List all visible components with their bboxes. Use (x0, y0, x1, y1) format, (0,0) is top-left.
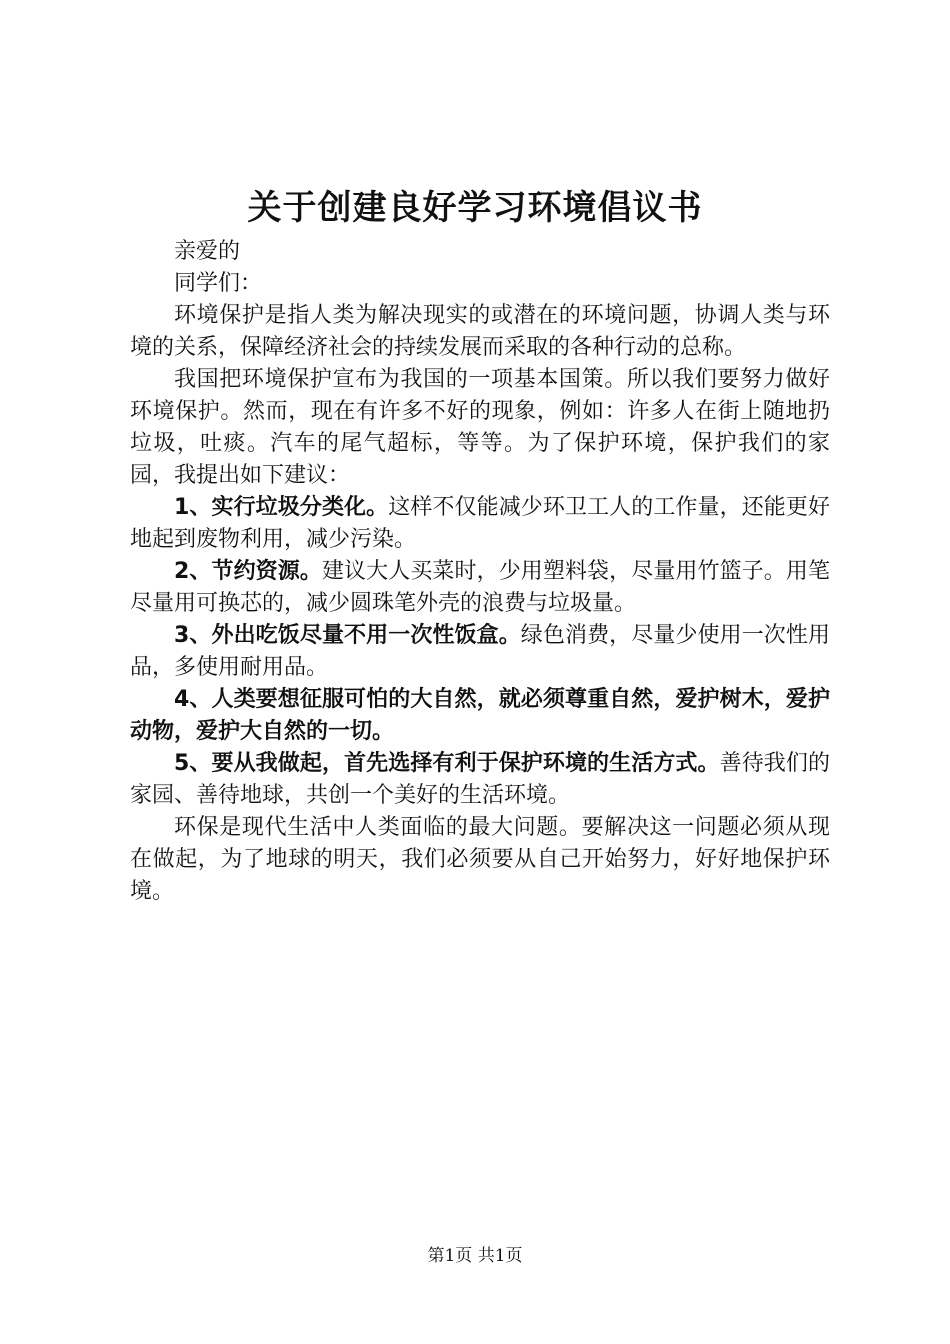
suggestion-2 (130, 556, 830, 620)
suggestion-3 (130, 620, 830, 684)
suggestion-1-lead: 1、实行垃圾分类化。 (174, 495, 389, 520)
page-footer: 第1页 共1页 (427, 1246, 523, 1266)
suggestion-1 (130, 492, 830, 556)
suggestion-2-lead: 2、节约资源。 (174, 559, 322, 584)
salutation-line-1: 亲爱的 (174, 239, 241, 264)
body-paragraph-1: 环境保护是指人类为解决现实的或潜在的环境问题，协调人类与环境的关系，保障经济社会的持续发展而采取的各种行动的总称。 (130, 303, 830, 360)
suggestion-2-text: 建议大人买菜时，少用塑料袋，尽量用竹篮子。用笔尽量用可换芯的，减少圆珠笔外壳的浪费与垃圾量。 (130, 559, 830, 616)
closing-paragraph: 环保是现代生活中人类面临的最大问题。要解决这一问题必须从现在做起，为了地球的明天，我们必须要从自己开始努力，好好地保护环境。 (130, 815, 830, 904)
suggestion-1-text: 这样不仅能减少环卫工人的工作量，还能更好地起到废物利用，减少污染。 (130, 495, 830, 552)
suggestion-3-text: 绿色消费，尽量少使用一次性用品，多使用耐用品。 (130, 623, 830, 680)
document-title: 关于创建良好学习环境倡议书 (247, 188, 703, 228)
suggestion-5 (130, 748, 830, 812)
body-paragraph-2: 我国把环境保护宣布为我国的一项基本国策。所以我们要努力做好环境保护。然而，现在有许多不好的现象，例如：许多人在街上随地扔垃圾，吐痰。汽车的尾气超标，等等。为了保护环境，保护我们的家园，我提出如下建议： (130, 367, 830, 488)
document-body (130, 236, 830, 908)
salutation-line-2: 同学们： (174, 271, 263, 296)
suggestion-4-lead: 4、人类要想征服可怕的大自然，就必须尊重自然，爱护树木，爱护动物，爱护大自然的一切。 (130, 687, 830, 744)
suggestion-5-lead: 5、要从我做起，首先选择有利于保护环境的生活方式。 (174, 751, 720, 776)
suggestion-4 (130, 684, 830, 748)
suggestion-3-lead: 3、外出吃饭尽量不用一次性饭盒。 (174, 623, 521, 648)
suggestion-5-text: 善待我们的家园、善待地球，共创一个美好的生活环境。 (130, 751, 830, 808)
